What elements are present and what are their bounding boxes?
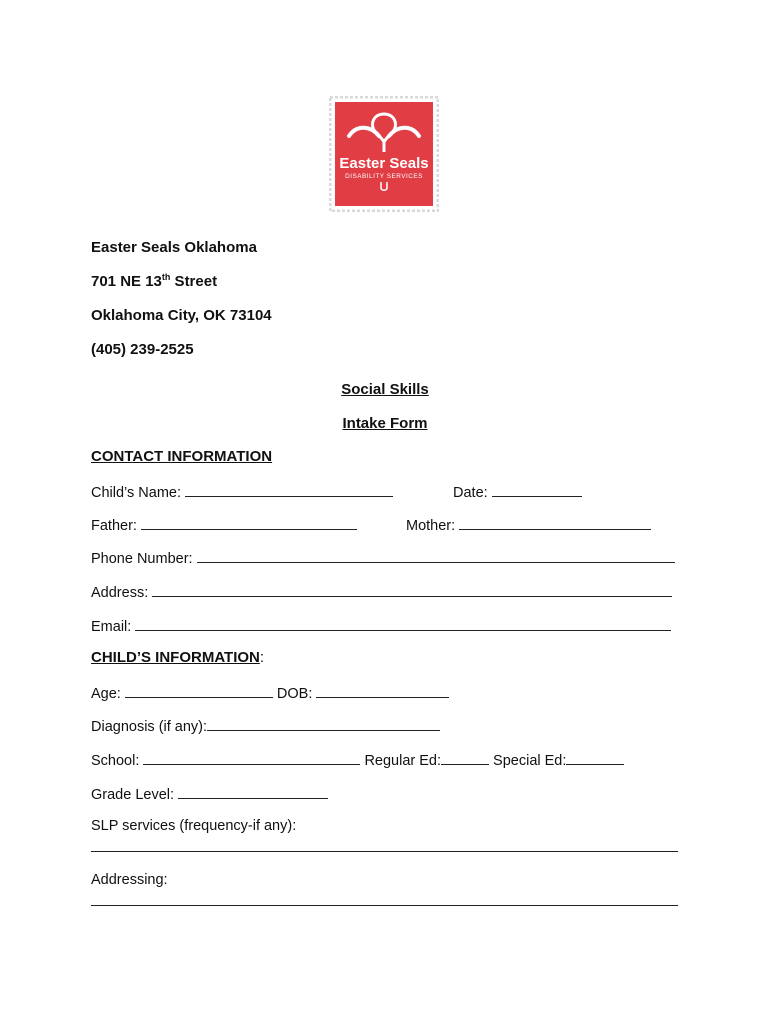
diagnosis-label: Diagnosis (if any): <box>91 719 208 735</box>
slp-field-line[interactable] <box>91 851 678 852</box>
special-ed-field[interactable] <box>566 750 624 765</box>
email-label: Email: <box>91 619 132 635</box>
age-row <box>91 683 449 703</box>
regular-ed-label: Regular Ed: <box>364 753 442 769</box>
org-street: 701 NE 13th Street <box>91 272 218 290</box>
address-row <box>91 582 672 602</box>
age-label: Age: <box>91 686 121 702</box>
child-heading-row: CHILD’S INFORMATION: <box>91 649 265 666</box>
child-name-row <box>91 482 393 502</box>
org-name: Easter Seals Oklahoma <box>91 239 257 256</box>
diagnosis-field[interactable] <box>207 716 440 731</box>
addressing-field-line[interactable] <box>91 905 678 906</box>
special-ed-label: Special Ed: <box>493 753 567 769</box>
father-label: Father: <box>91 518 137 534</box>
mother-label: Mother: <box>406 518 456 534</box>
address-label: Address: <box>91 585 149 601</box>
grade-level-field[interactable] <box>178 784 328 799</box>
email-field[interactable] <box>135 616 671 631</box>
school-label: School: <box>91 753 140 769</box>
easter-seals-logo <box>329 96 439 212</box>
diagnosis-row <box>91 716 440 736</box>
stamp-logo-icon <box>329 96 439 212</box>
dob-label: DOB: <box>276 686 313 702</box>
date-field[interactable] <box>492 482 582 497</box>
age-field[interactable] <box>125 683 273 698</box>
org-city: Oklahoma City, OK 73104 <box>91 307 272 324</box>
dob-field[interactable] <box>316 683 449 698</box>
school-field[interactable] <box>143 750 360 765</box>
father-row <box>91 515 357 535</box>
child-heading: CHILD’S INFORMATION <box>91 649 260 666</box>
form-title-intake: Intake Form <box>342 415 428 432</box>
form-title-social-skills: Social Skills <box>341 381 429 398</box>
child-name-field[interactable] <box>185 482 393 497</box>
grade-row <box>91 784 328 804</box>
child-name-label: Child’s Name: <box>91 485 181 501</box>
phone-row <box>91 548 675 568</box>
address-field[interactable] <box>152 582 672 597</box>
slp-label: SLP services (frequency-if any): <box>91 818 297 834</box>
date-row <box>453 482 582 502</box>
regular-ed-field[interactable] <box>441 750 489 765</box>
mother-row <box>406 515 651 535</box>
svg-text:DISABILITY SERVICES: DISABILITY SERVICES <box>345 173 423 180</box>
phone-field[interactable] <box>197 548 675 563</box>
org-phone: (405) 239-2525 <box>91 341 194 358</box>
school-row <box>91 750 624 770</box>
grade-level-label: Grade Level: <box>91 787 175 803</box>
phone-label: Phone Number: <box>91 551 193 567</box>
email-row <box>91 616 671 636</box>
svg-text:Easter Seals: Easter Seals <box>339 155 429 172</box>
father-field[interactable] <box>141 515 357 530</box>
contact-heading: CONTACT INFORMATION <box>91 448 273 465</box>
addressing-label: Addressing: <box>91 872 168 888</box>
date-label: Date: <box>453 485 488 501</box>
mother-field[interactable] <box>459 515 651 530</box>
